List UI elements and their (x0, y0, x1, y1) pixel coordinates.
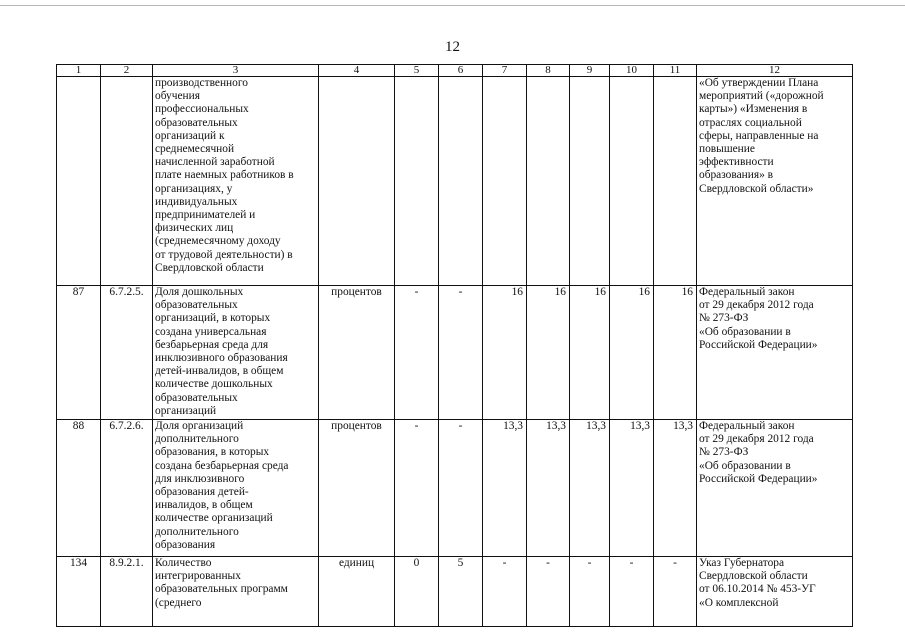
header-cell-9: 9 (570, 65, 610, 77)
value-cell-8: - (527, 557, 570, 627)
unit-cell: процентов (319, 286, 395, 420)
row-number-cell: 134 (57, 557, 101, 627)
indicator-code-cell: 6.7.2.5. (101, 286, 153, 420)
value-cell-9 (570, 77, 610, 286)
table-row (57, 420, 853, 557)
legal-basis-cell: Указ Губернатора Свердловской области от 06.10.2014 № 453-УГ «О комплексной (697, 557, 853, 627)
table-row (57, 286, 853, 420)
header-cell-5: 5 (395, 65, 439, 77)
unit-cell (319, 77, 395, 286)
legal-basis-cell: «Об утверждении Плана мероприятий («дорожной карты») «Изменения в отраслях социальной сферы, направленные на повышение эффективности образования» в Свердловской области» (697, 77, 853, 286)
value-cell-6: 5 (439, 557, 483, 627)
value-cell-9: - (570, 557, 610, 627)
table-row (57, 77, 853, 286)
value-cell-11: 16 (654, 286, 697, 420)
legal-basis-cell: Федеральный закон от 29 декабря 2012 года № 273-ФЗ «Об образовании в Российской Федерации» (697, 286, 853, 420)
value-cell-5 (395, 77, 439, 286)
header-cell-11: 11 (654, 65, 697, 77)
indicator-code-cell (101, 77, 153, 286)
indicator-name-cell: производственного обучения профессиональных образовательных организаций к среднемесячной начисленной заработной плате наемных работников в организациях, у индивидуальных предпринимателей и физических лиц (среднемесячному доходу от трудовой деятельности) в Свердловской области (153, 77, 319, 286)
value-cell-9: 16 (570, 286, 610, 420)
indicator-code-cell: 6.7.2.6. (101, 420, 153, 557)
value-cell-5: 0 (395, 557, 439, 627)
value-cell-10: 16 (610, 286, 654, 420)
table-row (57, 557, 853, 627)
header-cell-4: 4 (319, 65, 395, 77)
legal-basis-cell: Федеральный закон от 29 декабря 2012 года № 273-ФЗ «Об образовании в Российской Федерации» (697, 420, 853, 557)
value-cell-6: - (439, 420, 483, 557)
header-cell-3: 3 (153, 65, 319, 77)
value-cell-11: - (654, 557, 697, 627)
indicator-name-cell: Количество интегрированных образовательных программ (среднего (153, 557, 319, 627)
value-cell-10: - (610, 557, 654, 627)
row-number-cell: 87 (57, 286, 101, 420)
value-cell-10 (610, 77, 654, 286)
value-cell-11: 13,3 (654, 420, 697, 557)
unit-cell: единиц (319, 557, 395, 627)
indicator-name-cell: Доля организаций дополнительного образования, в которых создана безбарьерная среда для инклюзивного образования детей- инвалидов, в общем количестве организаций дополнительного образования (153, 420, 319, 557)
page-number: 12 (445, 39, 460, 55)
value-cell-7 (483, 77, 527, 286)
header-cell-7: 7 (483, 65, 527, 77)
value-cell-8 (527, 77, 570, 286)
header-cell-1: 1 (57, 65, 101, 77)
value-cell-7: 13,3 (483, 420, 527, 557)
value-cell-6 (439, 77, 483, 286)
value-cell-8: 16 (527, 286, 570, 420)
header-cell-6: 6 (439, 65, 483, 77)
value-cell-8: 13,3 (527, 420, 570, 557)
value-cell-7: 16 (483, 286, 527, 420)
value-cell-5: - (395, 420, 439, 557)
unit-cell: процентов (319, 420, 395, 557)
indicators-table (56, 64, 853, 627)
indicator-name-cell: Доля дошкольных образовательных организаций, в которых создана универсальная безбарьерная среда для инклюзивного образования детей-инвалидов, в общем количестве дошкольных образовательных организаций (153, 286, 319, 420)
value-cell-5: - (395, 286, 439, 420)
row-number-cell (57, 77, 101, 286)
value-cell-6: - (439, 286, 483, 420)
top-rule (0, 5, 905, 6)
row-number-cell: 88 (57, 420, 101, 557)
header-cell-12: 12 (697, 65, 853, 77)
value-cell-9: 13,3 (570, 420, 610, 557)
table-header-row (57, 65, 853, 77)
header-cell-8: 8 (527, 65, 570, 77)
header-cell-10: 10 (610, 65, 654, 77)
indicator-code-cell: 8.9.2.1. (101, 557, 153, 627)
value-cell-7: - (483, 557, 527, 627)
value-cell-10: 13,3 (610, 420, 654, 557)
value-cell-11 (654, 77, 697, 286)
header-cell-2: 2 (101, 65, 153, 77)
